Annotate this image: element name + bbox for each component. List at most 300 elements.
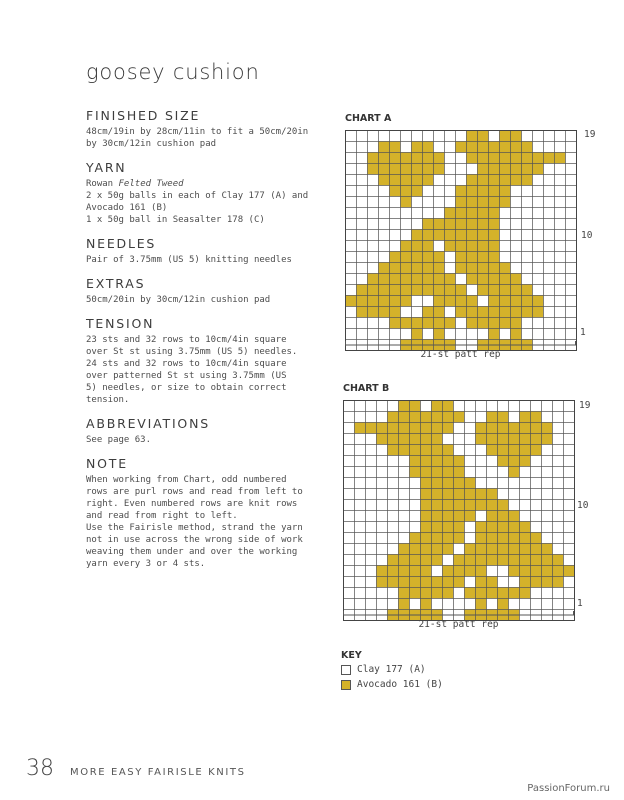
chart-b-stitch-clay xyxy=(443,434,454,445)
chart-a-stitch-clay xyxy=(566,164,577,175)
chart-b-stitch-avocado xyxy=(498,412,509,423)
chart-a-stitch-avocado xyxy=(478,252,489,263)
chart-b-stitch-avocado xyxy=(432,555,443,566)
chart-b-stitch-avocado xyxy=(454,511,465,522)
chart-b-stitch-clay xyxy=(553,522,564,533)
chart-a-stitch-avocado xyxy=(500,307,511,318)
chart-b-stitch-avocado xyxy=(443,467,454,478)
chart-a-stitch-clay xyxy=(522,241,533,252)
chart-b-stitch-clay xyxy=(388,522,399,533)
chart-b-stitch-avocado xyxy=(509,434,520,445)
chart-a-stitch-clay xyxy=(533,274,544,285)
chart-a-stitch-avocado xyxy=(533,296,544,307)
chart-b-stitch-clay xyxy=(377,445,388,456)
chart-b-stitch-clay xyxy=(399,489,410,500)
chart-b-stitch-clay xyxy=(454,423,465,434)
tension-heading: TENSION xyxy=(86,316,155,331)
chart-b-stitch-avocado xyxy=(421,423,432,434)
tension-line: 24 sts and 32 rows to 10cm/4in square xyxy=(86,359,287,369)
chart-a-stitch-clay xyxy=(401,219,412,230)
chart-a-stitch-clay xyxy=(566,175,577,186)
chart-b-stitch-avocado xyxy=(520,533,531,544)
chart-a-stitch-clay xyxy=(346,263,357,274)
chart-b-stitch-clay xyxy=(344,533,355,544)
chart-b-stitch-clay xyxy=(520,401,531,412)
chart-b-stitch-avocado xyxy=(443,412,454,423)
chart-b-stitch-clay xyxy=(564,467,575,478)
chart-a-stitch-clay xyxy=(346,230,357,241)
chart-a-stitch-clay xyxy=(478,329,489,340)
chart-a-stitch-avocado xyxy=(467,197,478,208)
chart-b-stitch-clay xyxy=(487,401,498,412)
chart-a-stitch-avocado xyxy=(423,318,434,329)
chart-a-stitch-clay xyxy=(533,263,544,274)
chart-a-stitch-clay xyxy=(478,296,489,307)
chart-a-stitch-clay xyxy=(566,263,577,274)
chart-a-stitch-avocado xyxy=(533,164,544,175)
chart-b-stitch-avocado xyxy=(388,423,399,434)
chart-a-stitch-clay xyxy=(544,241,555,252)
chart-b-stitch-avocado xyxy=(443,577,454,588)
chart-b-stitch-avocado xyxy=(465,489,476,500)
chart-b-stitch-clay xyxy=(564,489,575,500)
chart-a-stitch-avocado xyxy=(434,329,445,340)
chart-a-stitch-clay xyxy=(555,208,566,219)
chart-a-stitch-avocado xyxy=(401,296,412,307)
note-line: Use the Fairisle method, strand the yarn xyxy=(86,523,303,533)
tension-line: tension. xyxy=(86,395,130,405)
chart-b-stitch-avocado xyxy=(487,555,498,566)
chart-a-stitch-avocado xyxy=(511,131,522,142)
chart-b-stitch-avocado xyxy=(432,489,443,500)
chart-a-stitch-clay xyxy=(544,175,555,186)
chart-b-stitch-avocado xyxy=(410,533,421,544)
chart-b-stitch-avocado xyxy=(410,577,421,588)
chart-b-stitch-clay xyxy=(487,599,498,610)
chart-a-stitch-clay xyxy=(544,296,555,307)
chart-b-stitch-avocado xyxy=(487,423,498,434)
chart-a-stitch-avocado xyxy=(511,274,522,285)
chart-b-stitch-clay xyxy=(366,401,377,412)
chart-a-stitch-avocado xyxy=(368,296,379,307)
chart-a-stitch-clay xyxy=(555,318,566,329)
chart-b-stitch-clay xyxy=(509,489,520,500)
chart-b-stitch-avocado xyxy=(454,533,465,544)
yarn-section xyxy=(86,160,326,226)
chart-b-stitch-clay xyxy=(520,599,531,610)
chart-b-stitch-clay xyxy=(399,522,410,533)
chart-b-stitch-avocado xyxy=(542,555,553,566)
chart-b-stitch-avocado xyxy=(410,566,421,577)
chart-a-stitch-clay xyxy=(401,307,412,318)
chart-a-stitch-clay xyxy=(533,208,544,219)
chart-a-stitch-clay xyxy=(456,318,467,329)
chart-a-stitch-avocado xyxy=(489,186,500,197)
chart-b-stitch-clay xyxy=(377,500,388,511)
chart-a-stitch-clay xyxy=(566,131,577,142)
chart-b-stitch-clay xyxy=(388,456,399,467)
chart-b-stitch-avocado xyxy=(520,456,531,467)
chart-a-stitch-avocado xyxy=(500,274,511,285)
chart-b-stitch-avocado xyxy=(520,555,531,566)
chart-a-stitch-clay xyxy=(379,131,390,142)
chart-b-stitch-avocado xyxy=(509,555,520,566)
chart-a-stitch-avocado xyxy=(368,164,379,175)
chart-b-stitch-avocado xyxy=(443,588,454,599)
chart-a-stitch-clay xyxy=(544,186,555,197)
chart-a-stitch-clay xyxy=(357,241,368,252)
chart-a-stitch-clay xyxy=(390,208,401,219)
chart-a-stitch-clay xyxy=(357,329,368,340)
chart-b-stitch-clay xyxy=(355,500,366,511)
chart-a-stitch-clay xyxy=(555,186,566,197)
chart-b-stitch-clay xyxy=(366,588,377,599)
chart-b-stitch-avocado xyxy=(498,599,509,610)
chart-b-stitch-clay xyxy=(542,588,553,599)
chart-b-stitch-clay xyxy=(553,412,564,423)
chart-a-stitch-clay xyxy=(544,208,555,219)
chart-a-stitch-avocado xyxy=(434,164,445,175)
chart-a-stitch-avocado xyxy=(456,219,467,230)
chart-a-stitch-clay xyxy=(357,274,368,285)
chart-b-stitch-avocado xyxy=(476,599,487,610)
chart-a-stitch-clay xyxy=(346,285,357,296)
chart-b-stitch-clay xyxy=(377,555,388,566)
chart-b-stitch-clay xyxy=(553,544,564,555)
chart-a-stitch-clay xyxy=(544,252,555,263)
chart-a-stitch-avocado xyxy=(456,208,467,219)
chart-b-stitch-avocado xyxy=(399,566,410,577)
chart-b-stitch-avocado xyxy=(465,478,476,489)
chart-a-stitch-avocado xyxy=(423,164,434,175)
chart-b-stitch-clay xyxy=(564,478,575,489)
chart-a-stitch-avocado xyxy=(456,230,467,241)
chart-b-stitch-clay xyxy=(388,533,399,544)
chart-b-stitch-avocado xyxy=(443,544,454,555)
chart-b-stitch-avocado xyxy=(421,599,432,610)
chart-a-stitch-avocado xyxy=(522,285,533,296)
chart-a-stitch-avocado xyxy=(423,219,434,230)
chart-a-stitch-clay xyxy=(434,142,445,153)
chart-b-stitch-clay xyxy=(542,478,553,489)
chart-a-stitch-avocado xyxy=(434,285,445,296)
chart-b-stitch-avocado xyxy=(509,467,520,478)
chart-b-stitch-clay xyxy=(366,577,377,588)
chart-b-stitch-clay xyxy=(355,599,366,610)
chart-a-stitch-avocado xyxy=(401,285,412,296)
chart-b-stitch-clay xyxy=(399,478,410,489)
chart-b-stitch-clay xyxy=(410,489,421,500)
chart-b-stitch-clay xyxy=(454,599,465,610)
chart-b-stitch-avocado xyxy=(487,522,498,533)
chart-b-stitch-avocado xyxy=(498,423,509,434)
chart-a-stitch-avocado xyxy=(401,153,412,164)
chart-a-stitch-avocado xyxy=(544,153,555,164)
chart-a-stitch-clay xyxy=(379,219,390,230)
chart-a-stitch-avocado xyxy=(478,318,489,329)
chart-a-stitch-avocado xyxy=(445,219,456,230)
chart-a-stitch-clay xyxy=(555,230,566,241)
chart-a-stitch-clay xyxy=(346,252,357,263)
chart-a-stitch-clay xyxy=(522,186,533,197)
chart-b-stitch-avocado xyxy=(509,522,520,533)
chart-b-stitch-clay xyxy=(377,588,388,599)
chart-a-stitch-clay xyxy=(357,153,368,164)
chart-a-stitch-avocado xyxy=(467,175,478,186)
finished-size-section xyxy=(86,108,326,150)
chart-a-label: CHART A xyxy=(345,113,392,124)
chart-a-stitch-clay xyxy=(401,142,412,153)
chart-b-stitch-clay xyxy=(564,401,575,412)
chart-a-stitch-clay xyxy=(522,131,533,142)
chart-b-row-label-top: 19 xyxy=(579,400,591,411)
chart-a-stitch-clay xyxy=(357,197,368,208)
chart-a-stitch-avocado xyxy=(478,285,489,296)
chart-b-stitch-avocado xyxy=(465,566,476,577)
chart-b-stitch-clay xyxy=(366,533,377,544)
chart-a-stitch-clay xyxy=(434,131,445,142)
chart-b-stitch-avocado xyxy=(465,544,476,555)
chart-a-stitch-clay xyxy=(533,142,544,153)
chart-a-stitch-clay xyxy=(357,175,368,186)
chart-a-stitch-avocado xyxy=(456,186,467,197)
chart-a-stitch-avocado xyxy=(434,219,445,230)
chart-a-stitch-clay xyxy=(500,252,511,263)
chart-a-stitch-avocado xyxy=(478,186,489,197)
chart-a-stitch-avocado xyxy=(478,274,489,285)
chart-b-stitch-avocado xyxy=(421,478,432,489)
chart-b-stitch-clay xyxy=(344,401,355,412)
chart-b-stitch-avocado xyxy=(432,500,443,511)
chart-a-row-label-mid: 10 xyxy=(581,230,593,241)
chart-a-stitch-clay xyxy=(390,197,401,208)
chart-a-stitch-avocado xyxy=(500,175,511,186)
chart-b-stitch-avocado xyxy=(498,555,509,566)
chart-a-stitch-clay xyxy=(555,131,566,142)
chart-b-stitch-avocado xyxy=(432,522,443,533)
chart-b-stitch-clay xyxy=(355,566,366,577)
chart-b-stitch-clay xyxy=(344,555,355,566)
chart-a-stitch-clay xyxy=(566,329,577,340)
chart-b-stitch-clay xyxy=(476,412,487,423)
note-line: weaving them under and over the working xyxy=(86,547,298,557)
chart-a-stitch-clay xyxy=(522,230,533,241)
chart-b-stitch-avocado xyxy=(520,423,531,434)
chart-a-stitch-clay xyxy=(346,164,357,175)
chart-b-stitch-avocado xyxy=(443,401,454,412)
chart-a-stitch-avocado xyxy=(511,175,522,186)
chart-a-stitch-avocado xyxy=(533,153,544,164)
chart-a-stitch-clay xyxy=(379,329,390,340)
chart-a-stitch-avocado xyxy=(500,197,511,208)
chart-a-stitch-clay xyxy=(566,153,577,164)
chart-b-stitch-clay xyxy=(553,434,564,445)
chart-a-stitch-clay xyxy=(390,230,401,241)
chart-b-stitch-avocado xyxy=(498,588,509,599)
chart-b-stitch-clay xyxy=(355,401,366,412)
chart-a-stitch-clay xyxy=(566,142,577,153)
chart-b-stitch-avocado xyxy=(377,577,388,588)
chart-a-stitch-avocado xyxy=(511,329,522,340)
chart-a-stitch-clay xyxy=(566,318,577,329)
chart-a-stitch-avocado xyxy=(489,296,500,307)
key-item-clay xyxy=(341,664,443,675)
chart-a-stitch-clay xyxy=(544,263,555,274)
chart-b-stitch-clay xyxy=(344,599,355,610)
chart-b-stitch-avocado xyxy=(399,445,410,456)
chart-a-stitch-clay xyxy=(555,307,566,318)
chart-b-stitch-avocado xyxy=(531,555,542,566)
chart-key xyxy=(341,650,443,694)
chart-a-stitch-avocado xyxy=(478,230,489,241)
chart-a-stitch-clay xyxy=(368,208,379,219)
chart-b-stitch-clay xyxy=(465,467,476,478)
chart-b-stitch-clay xyxy=(377,511,388,522)
chart-b-stitch-avocado xyxy=(487,412,498,423)
chart-b-stitch-avocado xyxy=(454,478,465,489)
chart-a-stitch-clay xyxy=(533,329,544,340)
chart-b-stitch-clay xyxy=(531,456,542,467)
chart-b-stitch-clay xyxy=(498,478,509,489)
chart-b-stitch-clay xyxy=(553,599,564,610)
chart-a-stitch-avocado xyxy=(401,252,412,263)
chart-b-stitch-avocado xyxy=(421,500,432,511)
chart-a-stitch-clay xyxy=(445,197,456,208)
chart-b-stitch-avocado xyxy=(542,423,553,434)
chart-a-stitch-avocado xyxy=(478,164,489,175)
chart-a-stitch-avocado xyxy=(401,175,412,186)
chart-a-stitch-avocado xyxy=(412,175,423,186)
chart-b-stitch-clay xyxy=(454,401,465,412)
pattern-instructions xyxy=(86,108,326,580)
chart-b-stitch-avocado xyxy=(399,412,410,423)
chart-b-stitch-avocado xyxy=(487,489,498,500)
chart-b-stitch-avocado xyxy=(410,434,421,445)
chart-b-stitch-clay xyxy=(465,456,476,467)
chart-a-stitch-avocado xyxy=(445,208,456,219)
chart-a-stitch-avocado xyxy=(478,219,489,230)
chart-a-stitch-avocado xyxy=(434,252,445,263)
chart-b-stitch-clay xyxy=(377,467,388,478)
chart-a-stitch-clay xyxy=(511,208,522,219)
chart-a-stitch-avocado xyxy=(467,318,478,329)
chart-b-stitch-clay xyxy=(465,412,476,423)
chart-b-stitch-avocado xyxy=(487,544,498,555)
chart-b-stitch-clay xyxy=(542,489,553,500)
chart-a-stitch-clay xyxy=(555,175,566,186)
chart-b-stitch-clay xyxy=(388,511,399,522)
chart-b-stitch-avocado xyxy=(531,423,542,434)
tension-line: over St st using 3.75mm (US 5) needles. xyxy=(86,347,298,357)
chart-b-stitch-clay xyxy=(344,566,355,577)
chart-b-stitch-avocado xyxy=(531,544,542,555)
chart-a-stitch-clay xyxy=(555,329,566,340)
chart-b-stitch-avocado xyxy=(564,566,575,577)
chart-a-stitch-clay xyxy=(566,252,577,263)
chart-b-stitch-avocado xyxy=(454,566,465,577)
chart-b-stitch-clay xyxy=(443,555,454,566)
chart-b-stitch-avocado xyxy=(487,588,498,599)
note-line: and read from right to left. xyxy=(86,511,238,521)
chart-b-stitch-clay xyxy=(443,599,454,610)
chart-b-stitch-clay xyxy=(355,522,366,533)
chart-b-stitch-clay xyxy=(553,533,564,544)
clay-swatch xyxy=(341,665,351,675)
chart-b-stitch-clay xyxy=(520,489,531,500)
chart-b-stitch-clay xyxy=(553,423,564,434)
chart-a-stitch-clay xyxy=(357,318,368,329)
chart-b-row-label-mid: 10 xyxy=(577,500,589,511)
chart-a-stitch-clay xyxy=(555,263,566,274)
chart-b-stitch-clay xyxy=(410,500,421,511)
chart-a-stitch-clay xyxy=(511,219,522,230)
chart-b-stitch-clay xyxy=(355,544,366,555)
chart-b-stitch-avocado xyxy=(377,423,388,434)
chart-b-stitch-avocado xyxy=(443,489,454,500)
chart-b-stitch-avocado xyxy=(443,456,454,467)
chart-a-stitch-clay xyxy=(423,329,434,340)
chart-b-stitch-avocado xyxy=(399,423,410,434)
chart-a-stitch-clay xyxy=(566,307,577,318)
chart-a-stitch-clay xyxy=(489,131,500,142)
chart-b-stitch-clay xyxy=(355,434,366,445)
chart-b-stitch-avocado xyxy=(465,588,476,599)
chart-a-stitch-clay xyxy=(445,175,456,186)
chart-a-row-label-bottom: 1 xyxy=(580,327,586,338)
chart-b-stitch-clay xyxy=(355,412,366,423)
chart-a-stitch-clay xyxy=(412,219,423,230)
chart-a-stitch-clay xyxy=(401,329,412,340)
key-heading: KEY xyxy=(341,650,362,661)
chart-a-stitch-avocado xyxy=(434,296,445,307)
chart-a-stitch-avocado xyxy=(368,285,379,296)
chart-b-stitch-clay xyxy=(344,588,355,599)
chart-b-stitch-avocado xyxy=(487,511,498,522)
chart-b-stitch-clay xyxy=(542,599,553,610)
chart-b-stitch-clay xyxy=(465,522,476,533)
chart-a-stitch-clay xyxy=(357,142,368,153)
page-title: goosey cushion xyxy=(86,60,260,84)
chart-b-stitch-avocado xyxy=(432,478,443,489)
finished-size-line: by 30cm/12in cushion pad xyxy=(86,139,217,149)
chart-a-stitch-clay xyxy=(555,219,566,230)
chart-b-stitch-clay xyxy=(344,467,355,478)
yarn-name: Felted Tweed xyxy=(118,179,184,189)
chart-b-stitch-avocado xyxy=(476,522,487,533)
chart-b-stitch-clay xyxy=(355,478,366,489)
chart-a-stitch-avocado xyxy=(357,285,368,296)
chart-b-stitch-avocado xyxy=(410,588,421,599)
chart-a-stitch-clay xyxy=(566,274,577,285)
extras-line: 50cm/20in by 30cm/12in cushion pad xyxy=(86,295,271,305)
chart-a-stitch-clay xyxy=(555,197,566,208)
chart-a-stitch-clay xyxy=(544,285,555,296)
chart-b-stitch-avocado xyxy=(432,577,443,588)
chart-a-stitch-clay xyxy=(445,252,456,263)
chart-b-stitch-clay xyxy=(498,566,509,577)
chart-a-stitch-clay xyxy=(379,208,390,219)
chart-b-stitch-clay xyxy=(498,467,509,478)
chart-b-stitch-avocado xyxy=(520,434,531,445)
chart-a-row-label-top: 19 xyxy=(584,129,596,140)
chart-b-stitch-avocado xyxy=(432,423,443,434)
chart-b-stitch-clay xyxy=(377,544,388,555)
chart-b-stitch-clay xyxy=(553,456,564,467)
chart-a-stitch-avocado xyxy=(489,252,500,263)
chart-a-stitch-avocado xyxy=(467,186,478,197)
chart-b-stitch-clay xyxy=(531,522,542,533)
chart-b-stitch-avocado xyxy=(421,511,432,522)
